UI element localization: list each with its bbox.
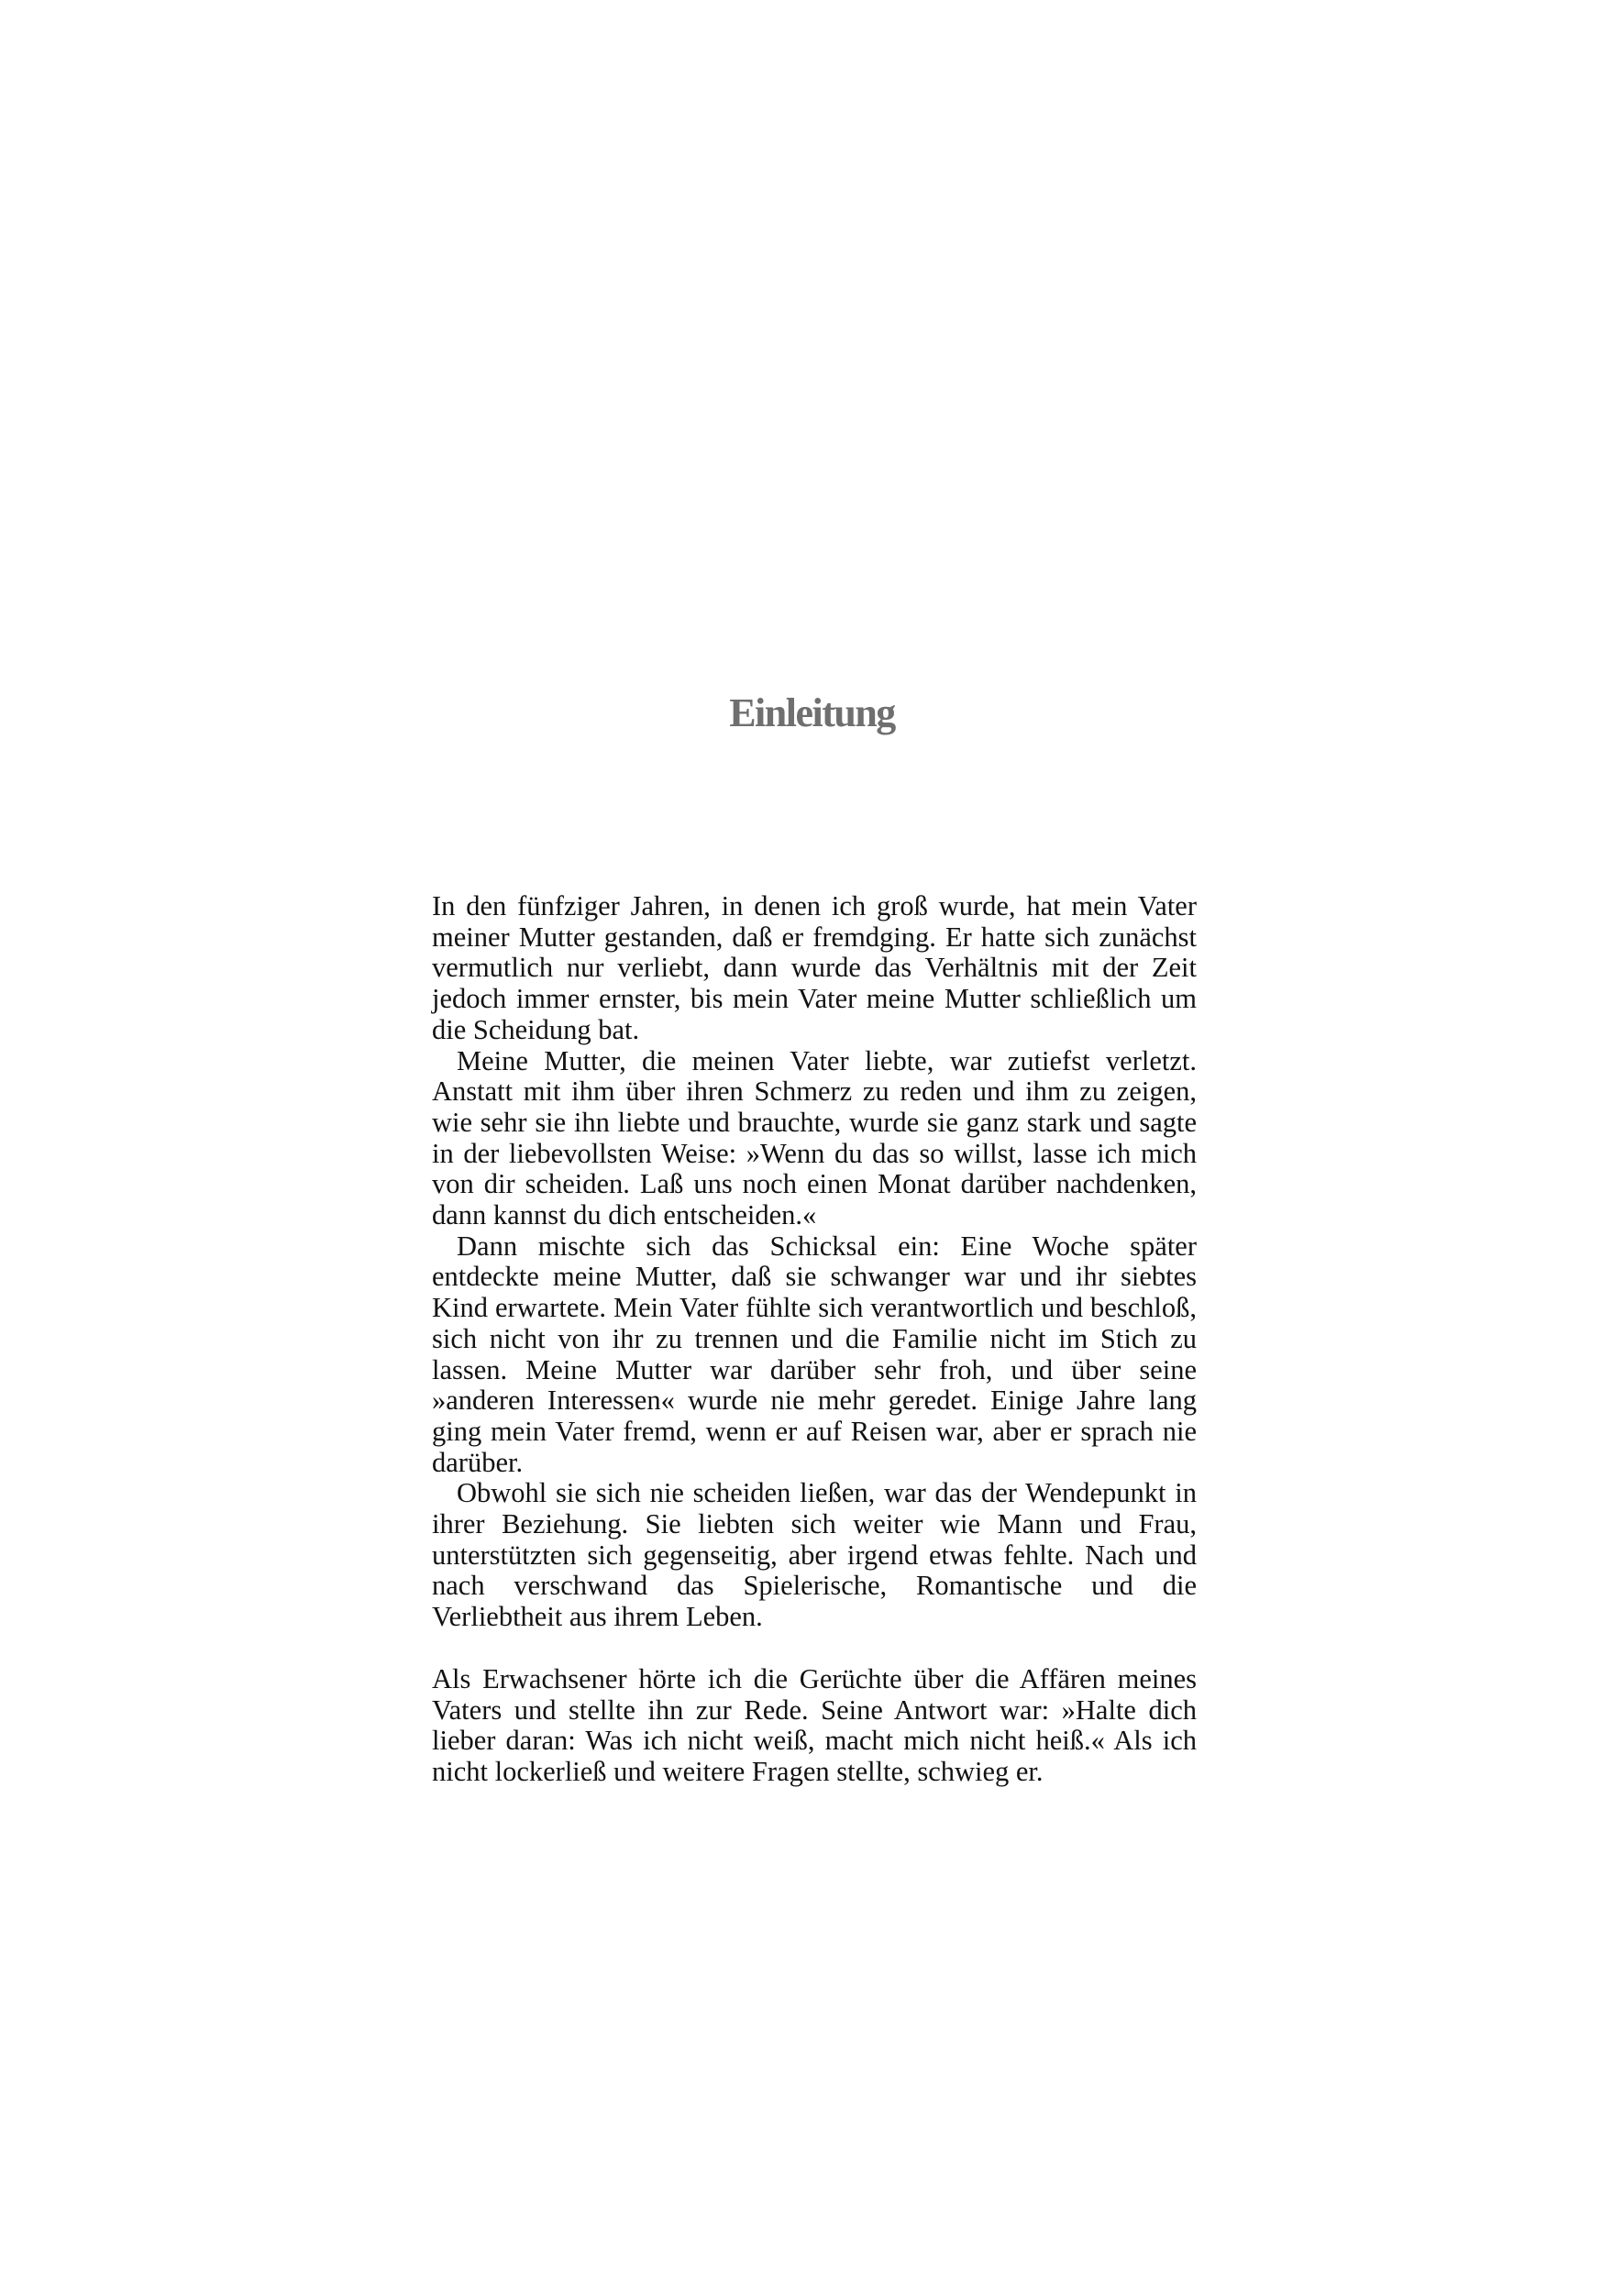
paragraph-4: Obwohl sie sich nie scheiden ließen, war das der Wendepunkt in ihrer Beziehung. Sie liebten sich weiter wie Mann und Frau, unterstützten sich gegenseitig, aber irgend etwas fehlte. Nach und nach verschwand das Spielerische, Romantische und die Verliebtheit aus ihrem Leben.: [432, 1477, 1197, 1633]
body-text: [432, 891, 1197, 1788]
paragraph-5: Als Erwachsener hörte ich die Gerüchte über die Affären meines Vaters und stellte ihn zur Rede. Seine Antwort war: »Halte dich lieber daran: Was ich nicht weiß, macht mich nicht heiß.« Als ich nicht lockerließ und weitere Fragen stellte, schwieg er.: [432, 1662, 1197, 1787]
paragraph-3: Dann mischte sich das Schicksal ein: Eine Woche später entdeckte meine Mutter, daß sie schwanger war und ihr siebtes Kind erwartete. Mein Vater fühlte sich verantwortlich und beschloß, sich nicht von ihr zu trennen und die Familie nicht im Stich zu lassen. Meine Mutter war darüber sehr froh, und über seine »anderen Interessen« wurde nie mehr geredet. Einige Jahre lang ging mein Vater fremd, wenn er auf Reisen war, aber er sprach nie darüber.: [432, 1230, 1197, 1478]
paragraph-2: Meine Mutter, die meinen Vater liebte, war zutiefst verletzt. Anstatt mit ihm über ihren Schmerz zu reden und ihm zu zeigen, wie sehr sie ihn liebte und brauchte, wurde sie ganz stark und sagte in der liebevollsten Weise: »Wenn du das so willst, lasse ich mich von dir scheiden. Laß uns noch einen Monat darüber nachdenken, dann kannst du dich entscheiden.«: [432, 1044, 1197, 1231]
paragraph-1: In den fünfziger Jahren, in denen ich groß wurde, hat mein Vater meiner Mutter gestanden, daß er fremdging. Er hatte sich zunächst vermutlich nur verliebt, dann wurde das Verhältnis mit der Zeit jedoch immer ernster, bis mein Vater meine Mutter schließlich um die Scheidung bat.: [432, 890, 1197, 1045]
chapter-title: Einleitung: [729, 690, 895, 735]
